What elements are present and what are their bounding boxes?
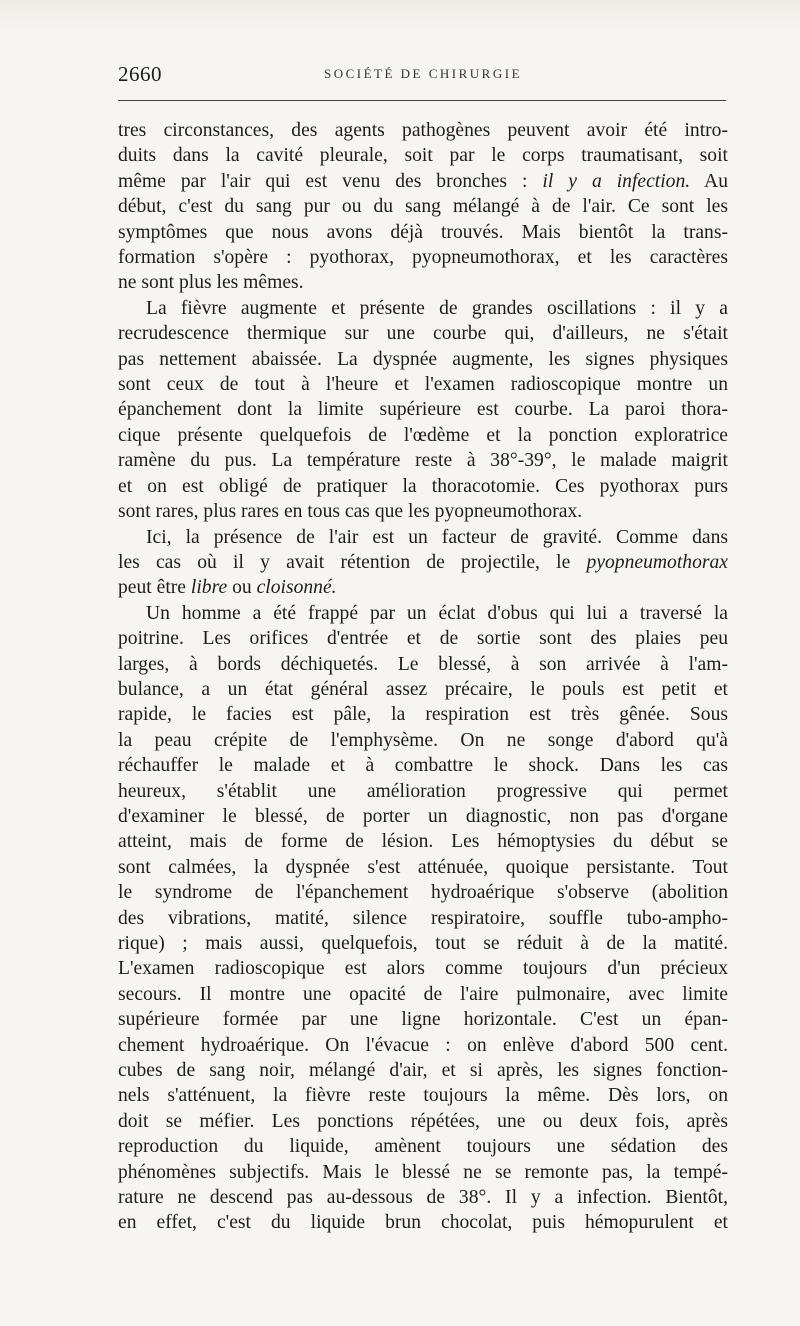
line-text: secours. Il montre une opacité de l'aire pulmonaire, avec limite [118, 983, 728, 1005]
text-line [118, 575, 728, 600]
text-line [118, 245, 728, 270]
line-text: poitrine. Les orifices d'entrée et de sortie sont des plaies peu [118, 628, 728, 650]
line-text: des vibrations, matité, silence respiratoire, souffle tubo-ampho- [118, 907, 728, 929]
line-text: début, c'est du sang pur ou du sang mélangé à de l'air. Ce sont les [118, 196, 728, 218]
line-text: la peau crépite de l'emphysème. On ne songe d'abord qu'à [118, 729, 728, 751]
text-line [118, 626, 728, 651]
text-line [118, 982, 728, 1007]
text-line [118, 931, 728, 956]
body-text [118, 118, 728, 1236]
text-line [118, 321, 728, 346]
line-text: bulance, a un état général assez précaire, le pouls est petit et [118, 678, 728, 700]
text-line [118, 1210, 728, 1235]
text-line [118, 1160, 728, 1185]
line-text: tres circonstances, des agents pathogènes peuvent avoir été intro- [118, 120, 728, 141]
line-text: La fièvre augmente et présente de grandes oscillations : il y a [146, 297, 728, 319]
line-text: phénomènes subjectifs. Mais le blessé ne se remonte pas, la tempé- [118, 1161, 728, 1183]
line-text: Ici, la présence de l'air est un facteur de gravité. Comme dans [146, 526, 728, 548]
text-line [118, 677, 728, 702]
line-text: recrudescence thermique sur une courbe qui, d'ailleurs, ne s'était [118, 323, 728, 345]
line-text: larges, à bords déchiquetés. Le blessé, à son arrivée à l'am- [118, 653, 728, 675]
text-line [118, 829, 728, 854]
line-text: ne sont plus les mêmes. [118, 272, 304, 294]
text-line [118, 448, 728, 473]
text-line [118, 601, 728, 626]
line-text: sont calmées, la dyspnée s'est atténuée, quoique persistante. Tout [118, 856, 728, 878]
line-text: réchauffer le malade et à combattre le shock. Dans les cas [118, 755, 728, 777]
italic-text: pyopneumothorax [586, 551, 728, 573]
line-text: Un homme a été frappé par un éclat d'obus qui lui a traversé la [146, 602, 728, 624]
page-number: 2660 [118, 62, 162, 86]
text-line [118, 1033, 728, 1058]
line-text: rique) ; mais aussi, quelquefois, tout se réduit à de la matité. [118, 933, 728, 954]
line-text: L'examen radioscopique est alors comme toujours d'un précieux [118, 958, 728, 980]
line-text: Au [690, 170, 729, 192]
text-line [118, 1109, 728, 1134]
line-text: duits dans la cavité pleurale, soit par le corps traumatisant, soit [118, 145, 728, 167]
line-text: atteint, mais de forme de lésion. Les hémoptysies du début se [118, 831, 728, 853]
line-text: rature ne descend pas au-dessous de 38°. Il y a infection. Bientôt, [118, 1187, 728, 1209]
text-line [118, 270, 728, 295]
line-text: rapide, le facies est pâle, la respiration est très gênée. Sous [118, 704, 728, 726]
text-line [118, 499, 728, 524]
text-line [118, 702, 728, 727]
text-line [118, 220, 728, 245]
text-line [118, 296, 728, 321]
text-line [118, 855, 728, 880]
line-text: doit se méfier. Les ponctions répétées, une ou deux fois, après [118, 1110, 728, 1132]
text-line [118, 1007, 728, 1032]
text-line [118, 753, 728, 778]
text-line [118, 652, 728, 677]
text-line [118, 880, 728, 905]
text-line [118, 779, 728, 804]
line-text: heureux, s'établit une amélioration progressive qui permet [118, 780, 728, 802]
line-text: ramène du pus. La température reste à 38°-39°, le malade maigrit [118, 450, 728, 472]
text-line [118, 423, 728, 448]
italic-text: libre [190, 577, 228, 599]
line-text: peut être [118, 577, 191, 599]
line-text: reproduction du liquide, amènent toujours une sédation des [118, 1136, 728, 1158]
text-line [118, 1083, 728, 1108]
line-text: pas nettement abaissée. La dyspnée augmente, les signes physiques [118, 348, 728, 370]
line-text: les cas où il y avait rétention de projectile, le [118, 551, 587, 573]
line-text: même par l'air qui est venu des bronches : [118, 170, 543, 192]
text-line [118, 804, 728, 829]
running-title: SOCIÉTÉ DE CHIRURGIE [323, 66, 523, 81]
line-text: formation s'opère : pyothorax, pyopneumothorax, et les caractères [118, 247, 728, 269]
text-line [118, 1134, 728, 1159]
text-line [118, 397, 728, 422]
line-text: le syndrome de l'épanchement hydroaérique s'observe (abolition [118, 882, 728, 904]
line-text: épanchement dont la limite supérieure est courbe. La paroi thora- [118, 399, 728, 421]
text-line [118, 194, 728, 219]
text-line [118, 1185, 728, 1210]
line-text: symptômes que nous avons déjà trouvés. Mais bientôt la trans- [118, 221, 728, 243]
italic-text: il y a infection. [542, 170, 691, 192]
text-line [118, 118, 728, 143]
text-line [118, 525, 728, 550]
text-line [118, 728, 728, 753]
header-rule [118, 100, 726, 101]
line-text: d'examiner le blessé, de porter un diagnostic, non pas d'organe [118, 805, 728, 827]
text-line [118, 169, 728, 194]
line-text: cique présente quelquefois de l'œdème et la ponction exploratrice [118, 424, 728, 446]
page-header [118, 62, 728, 92]
line-text: en effet, c'est du liquide brun chocolat, puis hémopurulent et [118, 1212, 728, 1234]
text-line [118, 550, 728, 575]
text-line [118, 347, 728, 372]
page-edge-shading [0, 0, 800, 30]
text-line [118, 1058, 728, 1083]
line-text: supérieure formée par une ligne horizontale. C'est un épan- [118, 1009, 728, 1031]
text-line [118, 143, 728, 168]
line-text: et on est obligé de pratiquer la thoracotomie. Ces pyothorax purs [118, 475, 728, 497]
line-text: sont rares, plus rares en tous cas que les pyopneumothorax. [118, 501, 583, 523]
line-text: nels s'atténuent, la fièvre reste toujours la même. Dès lors, on [118, 1085, 728, 1107]
line-text: sont ceux de tout à l'heure et l'examen radioscopique montre un [118, 374, 728, 396]
text-line [118, 372, 728, 397]
text-line [118, 906, 728, 931]
line-text: ou [227, 577, 257, 599]
italic-text: cloisonné. [256, 577, 337, 599]
text-line [118, 956, 728, 981]
line-text: cubes de sang noir, mélangé d'air, et si après, les signes fonction- [118, 1060, 728, 1082]
line-text: chement hydroaérique. On l'évacue : on enlève d'abord 500 cent. [118, 1034, 728, 1056]
text-line [118, 474, 728, 499]
